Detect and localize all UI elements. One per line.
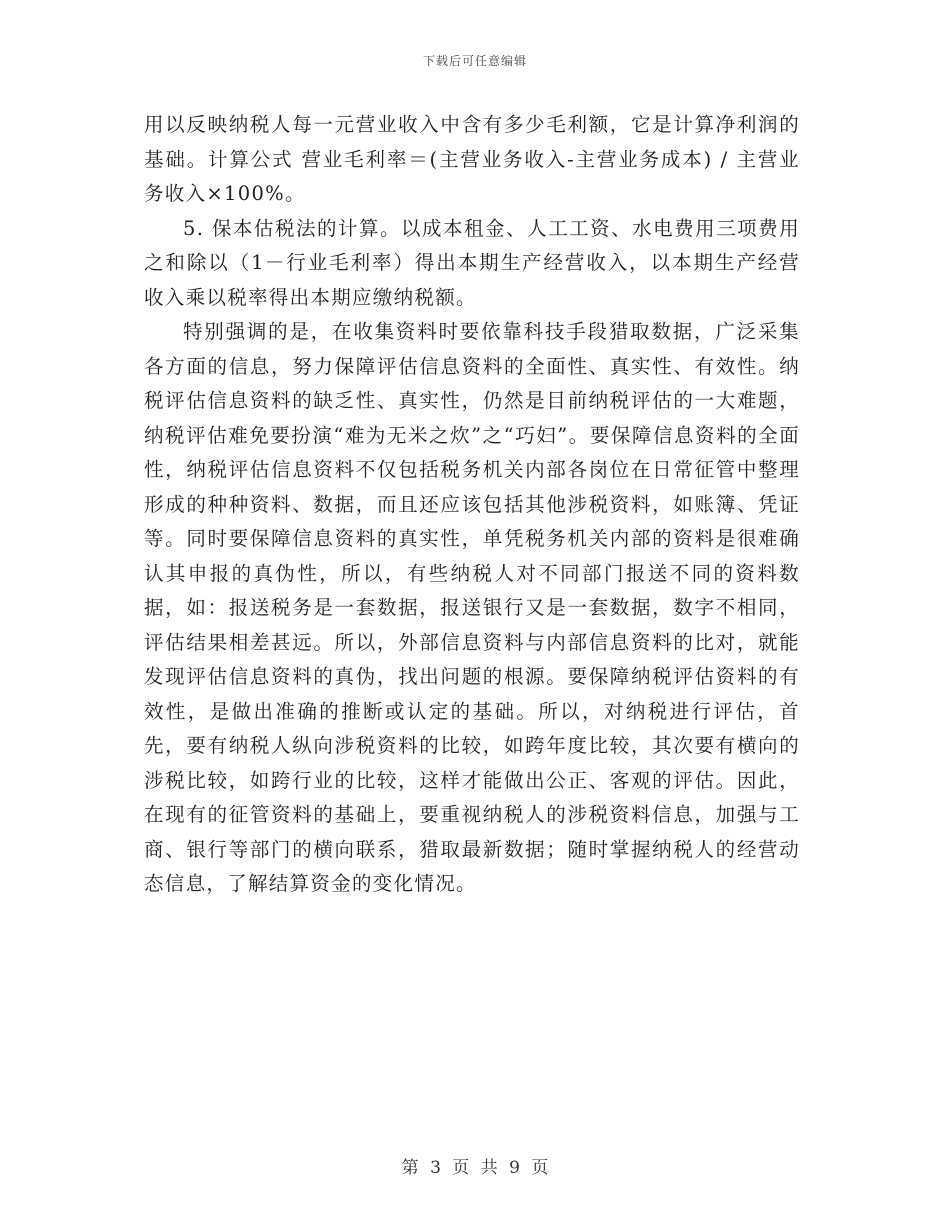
body-text <box>144 108 800 902</box>
page-number: 第 3 页 共 9 页 <box>401 1158 549 1178</box>
paragraph-gross-margin: 用以反映纳税人每一元营业收入中含有多少毛利额，它是计算净利润的基础。计算公式 营业毛利率＝(主营业务收入-主营业务成本) / 主营业务收入×100%。 <box>144 113 800 205</box>
paragraph-emphasis: 特别强调的是，在收集资料时要依靠科技手段猎取数据，广泛采集各方面的信息，努力保障评估信息资料的全面性、真实性、有效性。纳税评估信息资料的缺乏性、真实性，仍然是目前纳税评估的一大难题，纳税评估难免要扮演“难为无米之炊”之“巧妇”。要保障信息资料的全面性，纳税评估信息资料不仅包括税务机关内部各岗位在日常征管中整理形成的种种资料、数据，而且还应该包括其他涉税资料，如账簿、凭证等。同时要保障信息资料的真实性，单凭税务机关内部的资料是很难确认其申报的真伪性，所以，有些纳税人对不同部门报送不同的资料数据，如：报送税务是一套数据，报送银行又是一套数据，数字不相同，评估结果相差甚远。所以，外部信息资料与内部信息资料的比对，就能发现评估信息资料的真伪，找出问题的根源。要保障纳税评估资料的有效性，是做出准确的推断或认定的基础。所以，对纳税进行评估，首先，要有纳税人纵向涉税资料的比较，如跨年度比较，其次要有横向的涉税比较，如跨行业的比较，这样才能做出公正、客观的评估。因此，在现有的征管资料的基础上，要重视纳税人的涉税资料信息，加强与工商、银行等部门的横向联系，猎取最新数据；随时掌握纳税人的经营动态信息，了解结算资金的变化情况。 <box>144 320 800 895</box>
paragraph-break-even-tax: 5. 保本估税法的计算。以成本租金、人工工资、水电费用三项费用之和除以（1－行业毛利率）得出本期生产经营收入，以本期生产经营收入乘以税率得出本期应缴纳税额。 <box>144 216 800 309</box>
page-header: 下载后可任意编辑 <box>422 54 527 68</box>
